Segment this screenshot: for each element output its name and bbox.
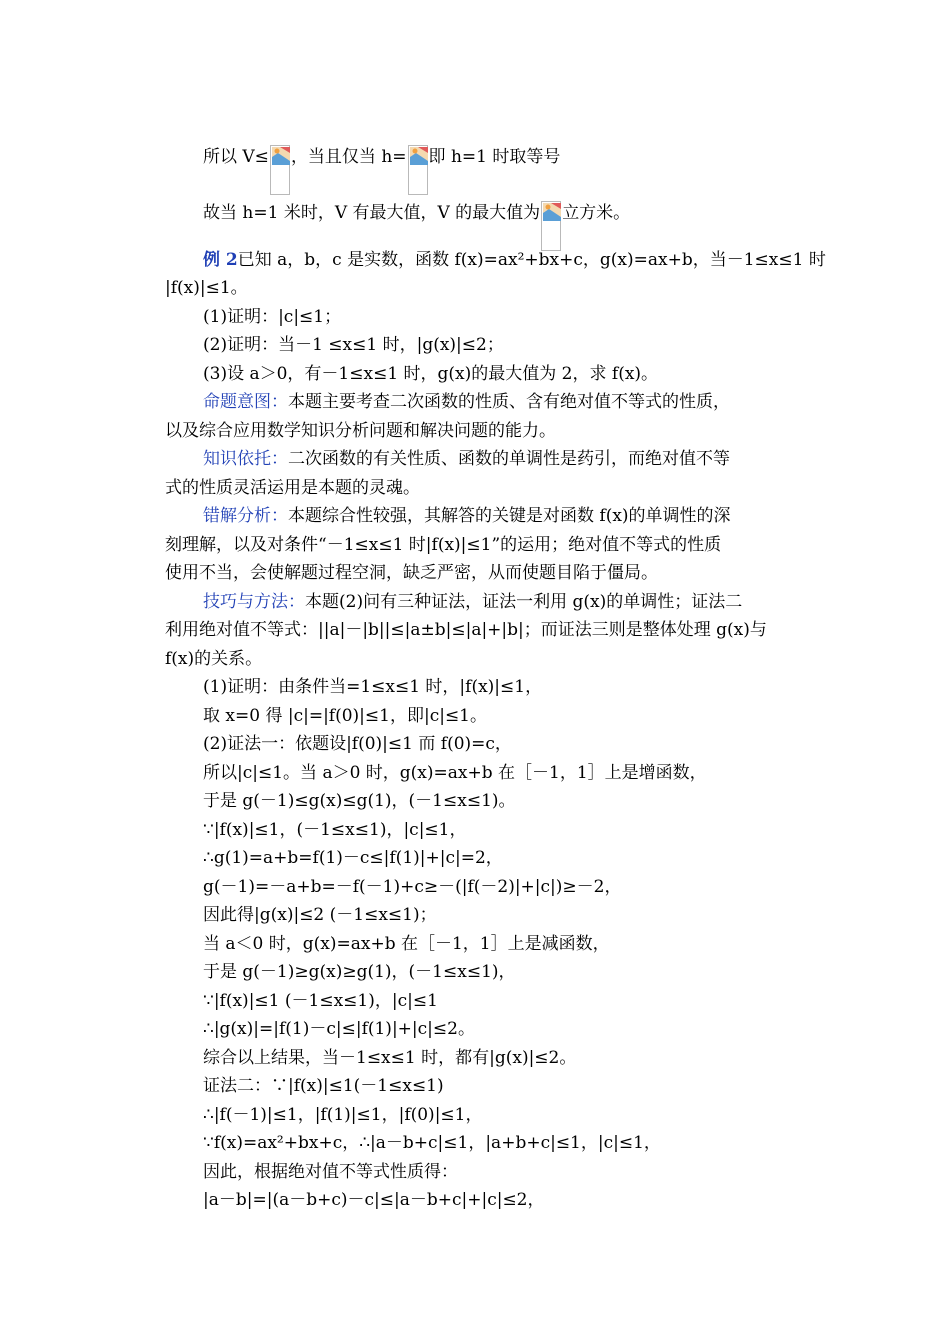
method-line-2: 利用绝对值不等式：||a|－|b||≤|a±b|≤|a|+|b|；而证法三则是整体处理 g(x)与 — [165, 620, 767, 640]
intent-text: 本题主要考查二次函数的性质、含有绝对值不等式的性质， — [288, 392, 730, 412]
solution-line: ∴|f(－1)|≤1，|f(1)|≤1，|f(0)|≤1， — [203, 1105, 483, 1125]
example-stem-line-1 — [203, 248, 826, 272]
error-label: 错解分析： — [203, 506, 288, 526]
example-label: 例 2 — [203, 250, 238, 270]
solution-line: ∵f(x)=ax²+bx+c，∴|a－b+c|≤1，|a+b+c|≤1，|c|≤1， — [203, 1133, 661, 1153]
broken-image-icon — [408, 145, 428, 195]
solution-line: 当 a＜0 时，g(x)=ax+b 在［－1，1］上是减函数， — [203, 934, 610, 954]
method-label: 技巧与方法： — [203, 592, 305, 612]
solution-line: 所以|c|≤1。当 a＞0 时，g(x)=ax+b 在［－1，1］上是增函数， — [203, 763, 707, 783]
question-2: (2)证明：当－1 ≤x≤1 时，|g(x)|≤2； — [203, 335, 504, 355]
question-3: (3)设 a＞0，有－1≤x≤1 时，g(x)的最大值为 2，求 f(x)。 — [203, 364, 659, 384]
solution-line: g(－1)=－a+b=－f(－1)+c≥－(|f(－2)|+|c|)≥－2， — [203, 877, 622, 897]
solution-line: (2)证法一：依题设|f(0)|≤1 而 f(0)=c， — [203, 734, 512, 754]
solution-line: |a－b|=|(a－b+c)－c|≤|a－b+c|+|c|≤2， — [203, 1190, 545, 1210]
example-stem-line-2: |f(x)|≤1。 — [165, 278, 248, 298]
line-text: 故当 h=1 米时，V 有最大值，V 的最大值为 — [203, 203, 541, 223]
intent-label: 命题意图： — [203, 392, 288, 412]
broken-image-icon — [270, 145, 290, 195]
method-line-1 — [203, 590, 742, 614]
line-text: ，当且仅当 h= — [290, 147, 407, 167]
method-text: 本题(2)问有三种证法，证法一利用 g(x)的单调性；证法二 — [305, 592, 743, 612]
solution-line: 综合以上结果，当－1≤x≤1 时，都有|g(x)|≤2。 — [203, 1048, 577, 1068]
example-stem: 已知 a，b，c 是实数，函数 f(x)=ax²+bx+c，g(x)=ax+b，当－1≤x≤1 时 — [237, 250, 826, 270]
text-line-volume-bound — [203, 145, 560, 195]
error-text: 本题综合性较强，其解答的关键是对函数 f(x)的单调性的深 — [288, 506, 731, 526]
basis-text: 二次函数的有关性质、函数的单调性是药引，而绝对值不等 — [288, 449, 730, 469]
solution-line: 因此得|g(x)|≤2 (－1≤x≤1)； — [203, 905, 437, 925]
basis-line-1 — [203, 447, 730, 471]
solution-line: (1)证明：由条件当=1≤x≤1 时，|f(x)|≤1， — [203, 677, 543, 697]
solution-line: ∴g(1)=a+b=f(1)－c≤|f(1)|+|c|=2， — [203, 848, 503, 868]
solution-line: 证法二：∵|f(x)|≤1(－1≤x≤1) — [203, 1076, 444, 1096]
text-line-max-volume — [203, 201, 630, 251]
solution-line: 取 x=0 得 |c|=|f(0)|≤1，即|c|≤1。 — [203, 706, 488, 726]
solution-line: ∴|g(x)|=|f(1)－c|≤|f(1)|+|c|≤2。 — [203, 1019, 475, 1039]
basis-label: 知识依托： — [203, 449, 288, 469]
error-line-3: 使用不当，会使解题过程空洞，缺乏严密，从而使题目陷于僵局。 — [165, 563, 658, 583]
error-line-2: 刻理解，以及对条件“－1≤x≤1 时|f(x)|≤1”的运用；绝对值不等式的性质 — [165, 535, 722, 555]
intent-line-1 — [203, 390, 730, 414]
line-text: 立方米。 — [562, 203, 631, 223]
solution-line: ∵|f(x)|≤1，(－1≤x≤1)，|c|≤1， — [203, 820, 467, 840]
basis-line-2: 式的性质灵活运用是本题的灵魂。 — [165, 478, 420, 498]
solution-line: ∵|f(x)|≤1 (－1≤x≤1)，|c|≤1 — [203, 991, 438, 1011]
method-line-3: f(x)的关系。 — [165, 649, 263, 669]
question-1: (1)证明：|c|≤1； — [203, 307, 342, 327]
line-text: 所以 V≤ — [203, 147, 269, 167]
solution-line: 于是 g(－1)≥g(x)≥g(1)，(－1≤x≤1)， — [203, 962, 516, 982]
intent-line-2: 以及综合应用数学知识分析问题和解决问题的能力。 — [165, 421, 556, 441]
broken-image-icon — [541, 201, 561, 251]
line-text: 即 h=1 时取等号 — [428, 147, 561, 167]
error-line-1 — [203, 504, 731, 528]
solution-line: 因此，根据绝对值不等式性质得： — [203, 1162, 458, 1182]
solution-line: 于是 g(－1)≤g(x)≤g(1)，(－1≤x≤1)。 — [203, 791, 516, 811]
